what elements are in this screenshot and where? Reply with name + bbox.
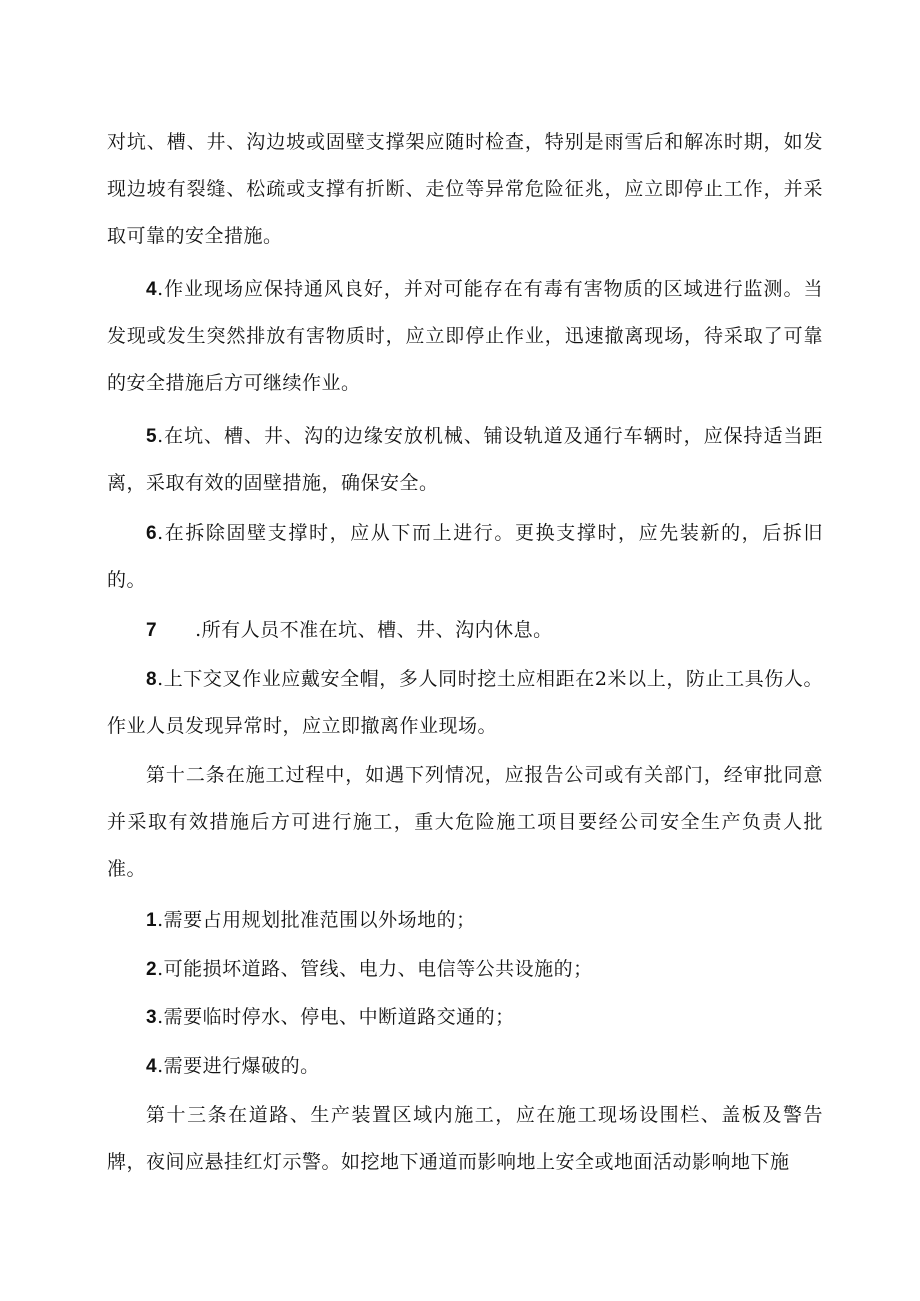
list-item-text: .在拆除固壁支撑时，应从下而上进行。更换支撑时，应先装新的，后拆旧的。 — [107, 522, 823, 591]
article-12 — [107, 752, 823, 893]
list-item-5 — [107, 413, 823, 507]
list-item-4 — [107, 266, 823, 407]
list-number: 6 — [146, 523, 158, 544]
list-number: 4 — [146, 279, 158, 300]
list-number: 5 — [146, 426, 158, 447]
paragraph-text: 对坑、槽、井、沟边坡或固壁支撑架应随时检查，特别是雨雪后和解冻时期，如发现边坡有裂缝、松疏或支撑有折断、走位等异常危险征兆，应立即停止工作，并采取可靠的安全措施。 — [107, 131, 823, 247]
list-number: 4 — [146, 1056, 158, 1077]
list-item-text: .在坑、槽、井、沟的边缘安放机械、铺设轨道及通行车辆时，应保持适当距离，采取有效的固壁措施，确保安全。 — [107, 425, 823, 494]
list-item-2 — [107, 946, 823, 993]
list-item-text: .所有人员不准在坑、槽、井、沟内休息。 — [195, 619, 553, 641]
article-13 — [107, 1092, 823, 1186]
list-item-6 — [107, 510, 823, 604]
list-number: 7 — [146, 620, 158, 641]
list-item-text: .作业现场应保持通风良好，并对可能存在有毒有害物质的区域进行监测。当发现或发生突然排放有害物质时，应立即停止作业，迅速撤离现场，待采取了可靠的安全措施后方可继续作业。 — [107, 278, 823, 394]
list-number: 1 — [146, 910, 158, 931]
list-item-7 — [107, 607, 823, 654]
article-text: 第十二条在施工过程中，如遇下列情况，应报告公司或有关部门，经审批同意并采取有效措施后方可进行施工，重大危险施工项目要经公司安全生产负责人批准。 — [107, 764, 823, 880]
list-number: 8 — [146, 669, 158, 690]
list-number: 2 — [146, 959, 158, 980]
list-item-text: .需要临时停水、停电、中断道路交通的； — [157, 1006, 515, 1028]
list-item-3 — [107, 994, 823, 1041]
list-item-text: .上下交叉作业应戴安全帽，多人同时挖土应相距在2米以上，防止工具伤人。作业人员发现异常时，应立即撤离作业现场。 — [107, 668, 823, 737]
list-item-text: .需要占用规划批准范围以外场地的； — [157, 909, 476, 931]
list-item-text: .可能损坏道路、管线、电力、电信等公共设施的； — [157, 958, 593, 980]
list-item-4b — [107, 1043, 823, 1090]
list-number: 3 — [146, 1007, 158, 1028]
paragraph-continuation — [107, 119, 823, 260]
list-item-8 — [107, 656, 823, 750]
list-item-1 — [107, 897, 823, 944]
article-text: 第十三条在道路、生产装置区域内施工，应在施工现场设围栏、盖板及警告牌，夜间应悬挂红灯示警。如挖地下通道而影响地上安全或地面活动影响地下施 — [107, 1104, 823, 1173]
list-item-text: .需要进行爆破的。 — [157, 1055, 320, 1077]
